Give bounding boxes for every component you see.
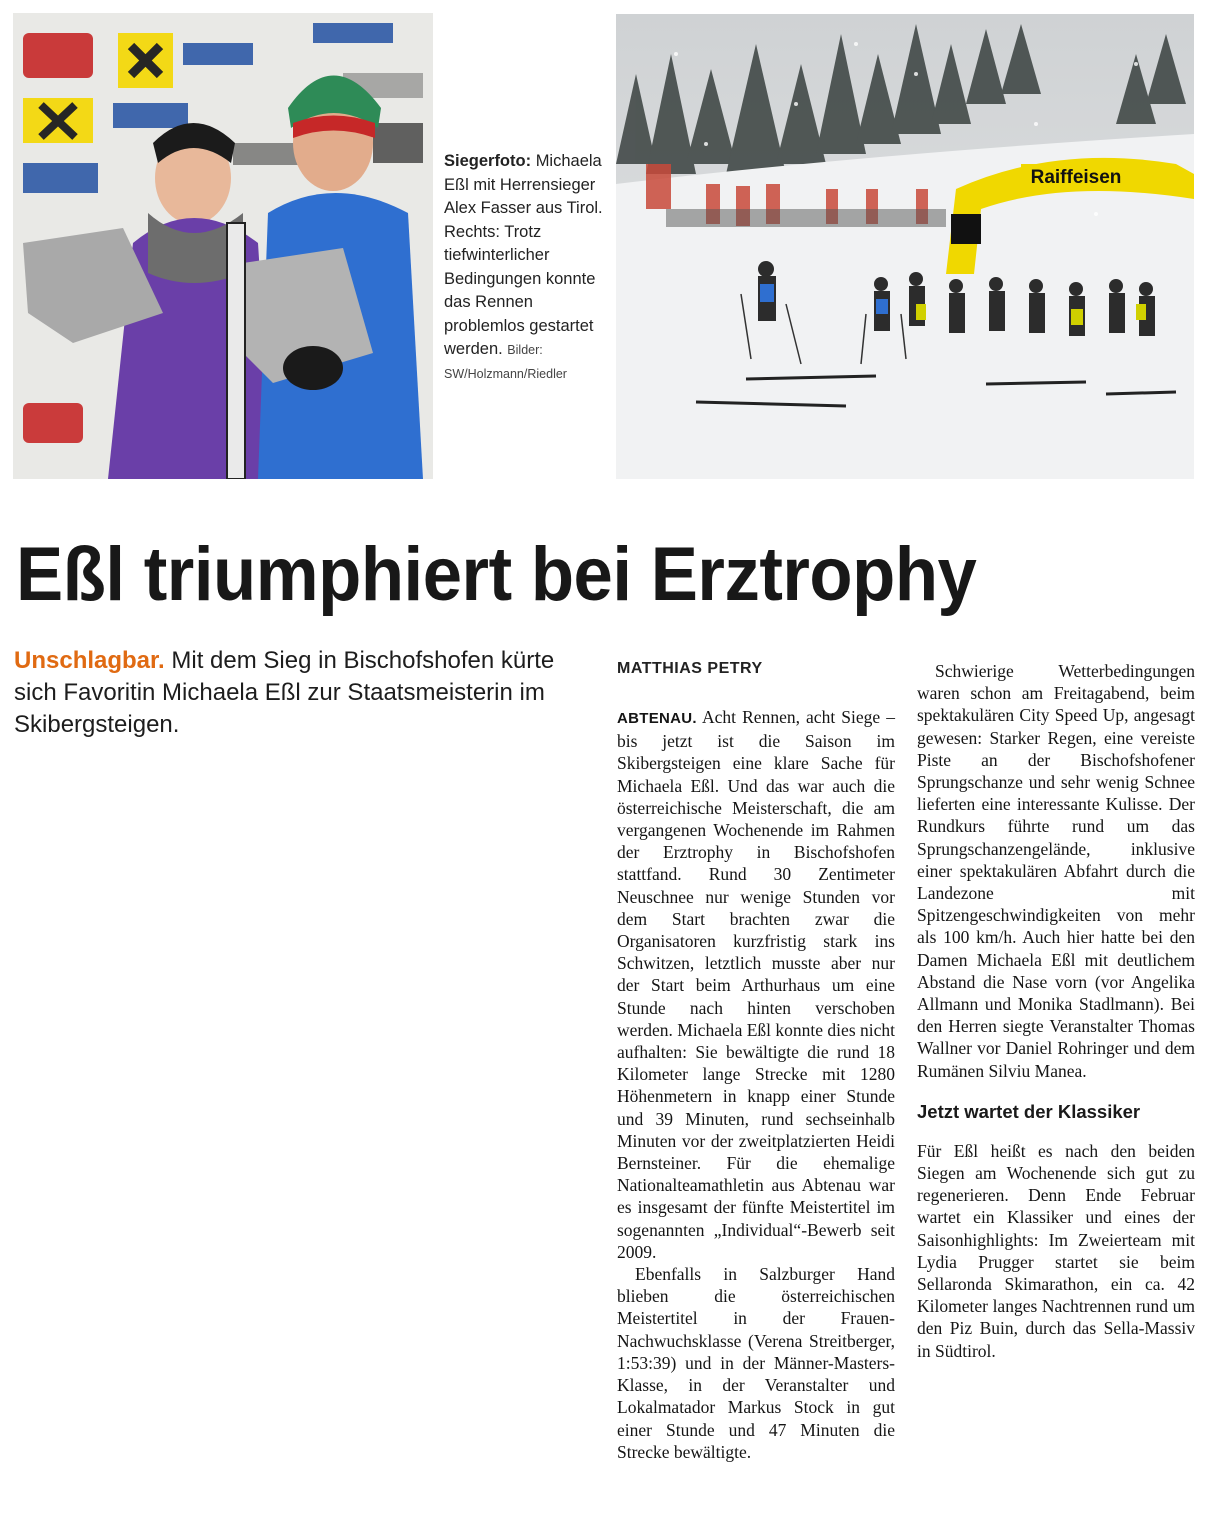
article-subheading: Jetzt wartet der Klassiker [917,1100,1141,1122]
article-paragraph-1 [617,706,895,1263]
author-byline: MATTHIAS PETRY [617,660,763,677]
intro-kicker: Unschlagbar. [14,647,165,674]
paragraph-1-text: Acht Rennen, acht Siege – bis jetzt ist die Saison im Skibergsteigen eine klare Sache für Michaela Eßl. Und das war auch die österreichische Meisterschaft, die am vergangenen Wochenende im Rahmen der Erztrophy in Bischofshofen stattfand. Rund 30 Zentimeter Neuschnee nur wenige Stunden vor dem Start brachten zwar die Organisatoren kurzfristig stark ins Schwitzen, letztlich musste aber nur der Start beim Arthurhaus um eine Stunde nach hinten verschoben werden. Michaela Eßl konnte dies nicht aufhalten: Sie bewältigte die rund 18 Kilometer lange Strecke mit 1280 Höhenmetern in knapp einer Stunde und 39 Minuten, rund sechseinhalb Minuten vor der zweitplatzierten Heidi Bernsteiner. Für die ehemalige Nationalteamathletin aus Abtenau war es insgesamt der fünfte Meistertitel im sogenannten „Individual“-Bewerb seit 2009. [617,707,895,1262]
article-paragraph-2: Ebenfalls in Salzburger Hand blieben die österreichischen Meistertitel in der Frauen-Nachwuchsklasse (Verena Streitberger, 1:53:39) und in der Männer-Masters-Klasse, in der Veranstalter und Lokalmatador Markus Stock in gut einer Stunde und 47 Minuten die Strecke bewältigte. [617,1264,895,1462]
intro [14,645,594,741]
article-paragraph-3: Schwierige Wetterbedingungen waren schon am Freitagabend, beim spektakulären City Speed Up, angesagt gewesen: Starker Regen, eine vereiste Piste an der Bischofshofener Sprungschanze und sehr wenig Schnee lieferten eine interessante Kulisse. Der Rundkurs führte rund um das Sprungschanzengelände, inklusive einer spektakulären Abfahrt durch die Landezone mit Spitzengeschwindigkeiten von mehr als 100 km/h. Auch hier hatte bei den Damen Michaela Eßl mit deutlichem Abstand die Nase vorn (vor Angelika Allmann und Monika Stadlmann). Bei den Herren siegte Veranstalter Thomas Wallner vor Daniel Rohringer und dem Rumänen Silviu Manea. [917,661,1195,1081]
ski-race-start-photo-icon [616,14,1194,479]
intro-text: Mit dem Sieg in Bischofshofen kürte sich Favoritin Michaela Eßl zur Staatsmeisterin im Skibergsteigen. [14,647,555,738]
caption-credit: Bilder: SW/Holzmann/Riedler [444,343,567,381]
article-paragraph-4: Für Eßl heißt es nach den beiden Siegen am Wochenende sich gut zu regenerieren. Denn Ende Februar wartet ein Klassiker und eines der Saisonhighlights: Im Zweierteam mit Lydia Prugger startet sie beim Sellaronda Skimarathon, ein ca. 42 Kilometer langes Nachtrennen rund um den Piz Buin, durch das Sella-Massiv in Südtirol. [917,1140,1195,1361]
article-column-1 [617,706,895,1463]
article-column-2 [917,660,1195,1362]
dateline: ABTENAU. [617,710,697,727]
podium-photo [13,13,433,479]
race-start-photo [616,14,1194,479]
svg-text:Raiffeisen: Raiffeisen [1030,167,1122,188]
caption-text: Michaela Eßl mit Herrensieger Alex Fasser aus Tirol. Rechts: Trotz tiefwinterlicher Bedingungen konnte das Rennen problemlos gestartet werden. [444,152,603,358]
caption-lead: Siegerfoto: [444,152,532,170]
headline: Eßl triumphiert bei Erztrophy [16,532,977,617]
photo-caption [444,150,604,385]
podium-photo-icon [13,13,433,479]
